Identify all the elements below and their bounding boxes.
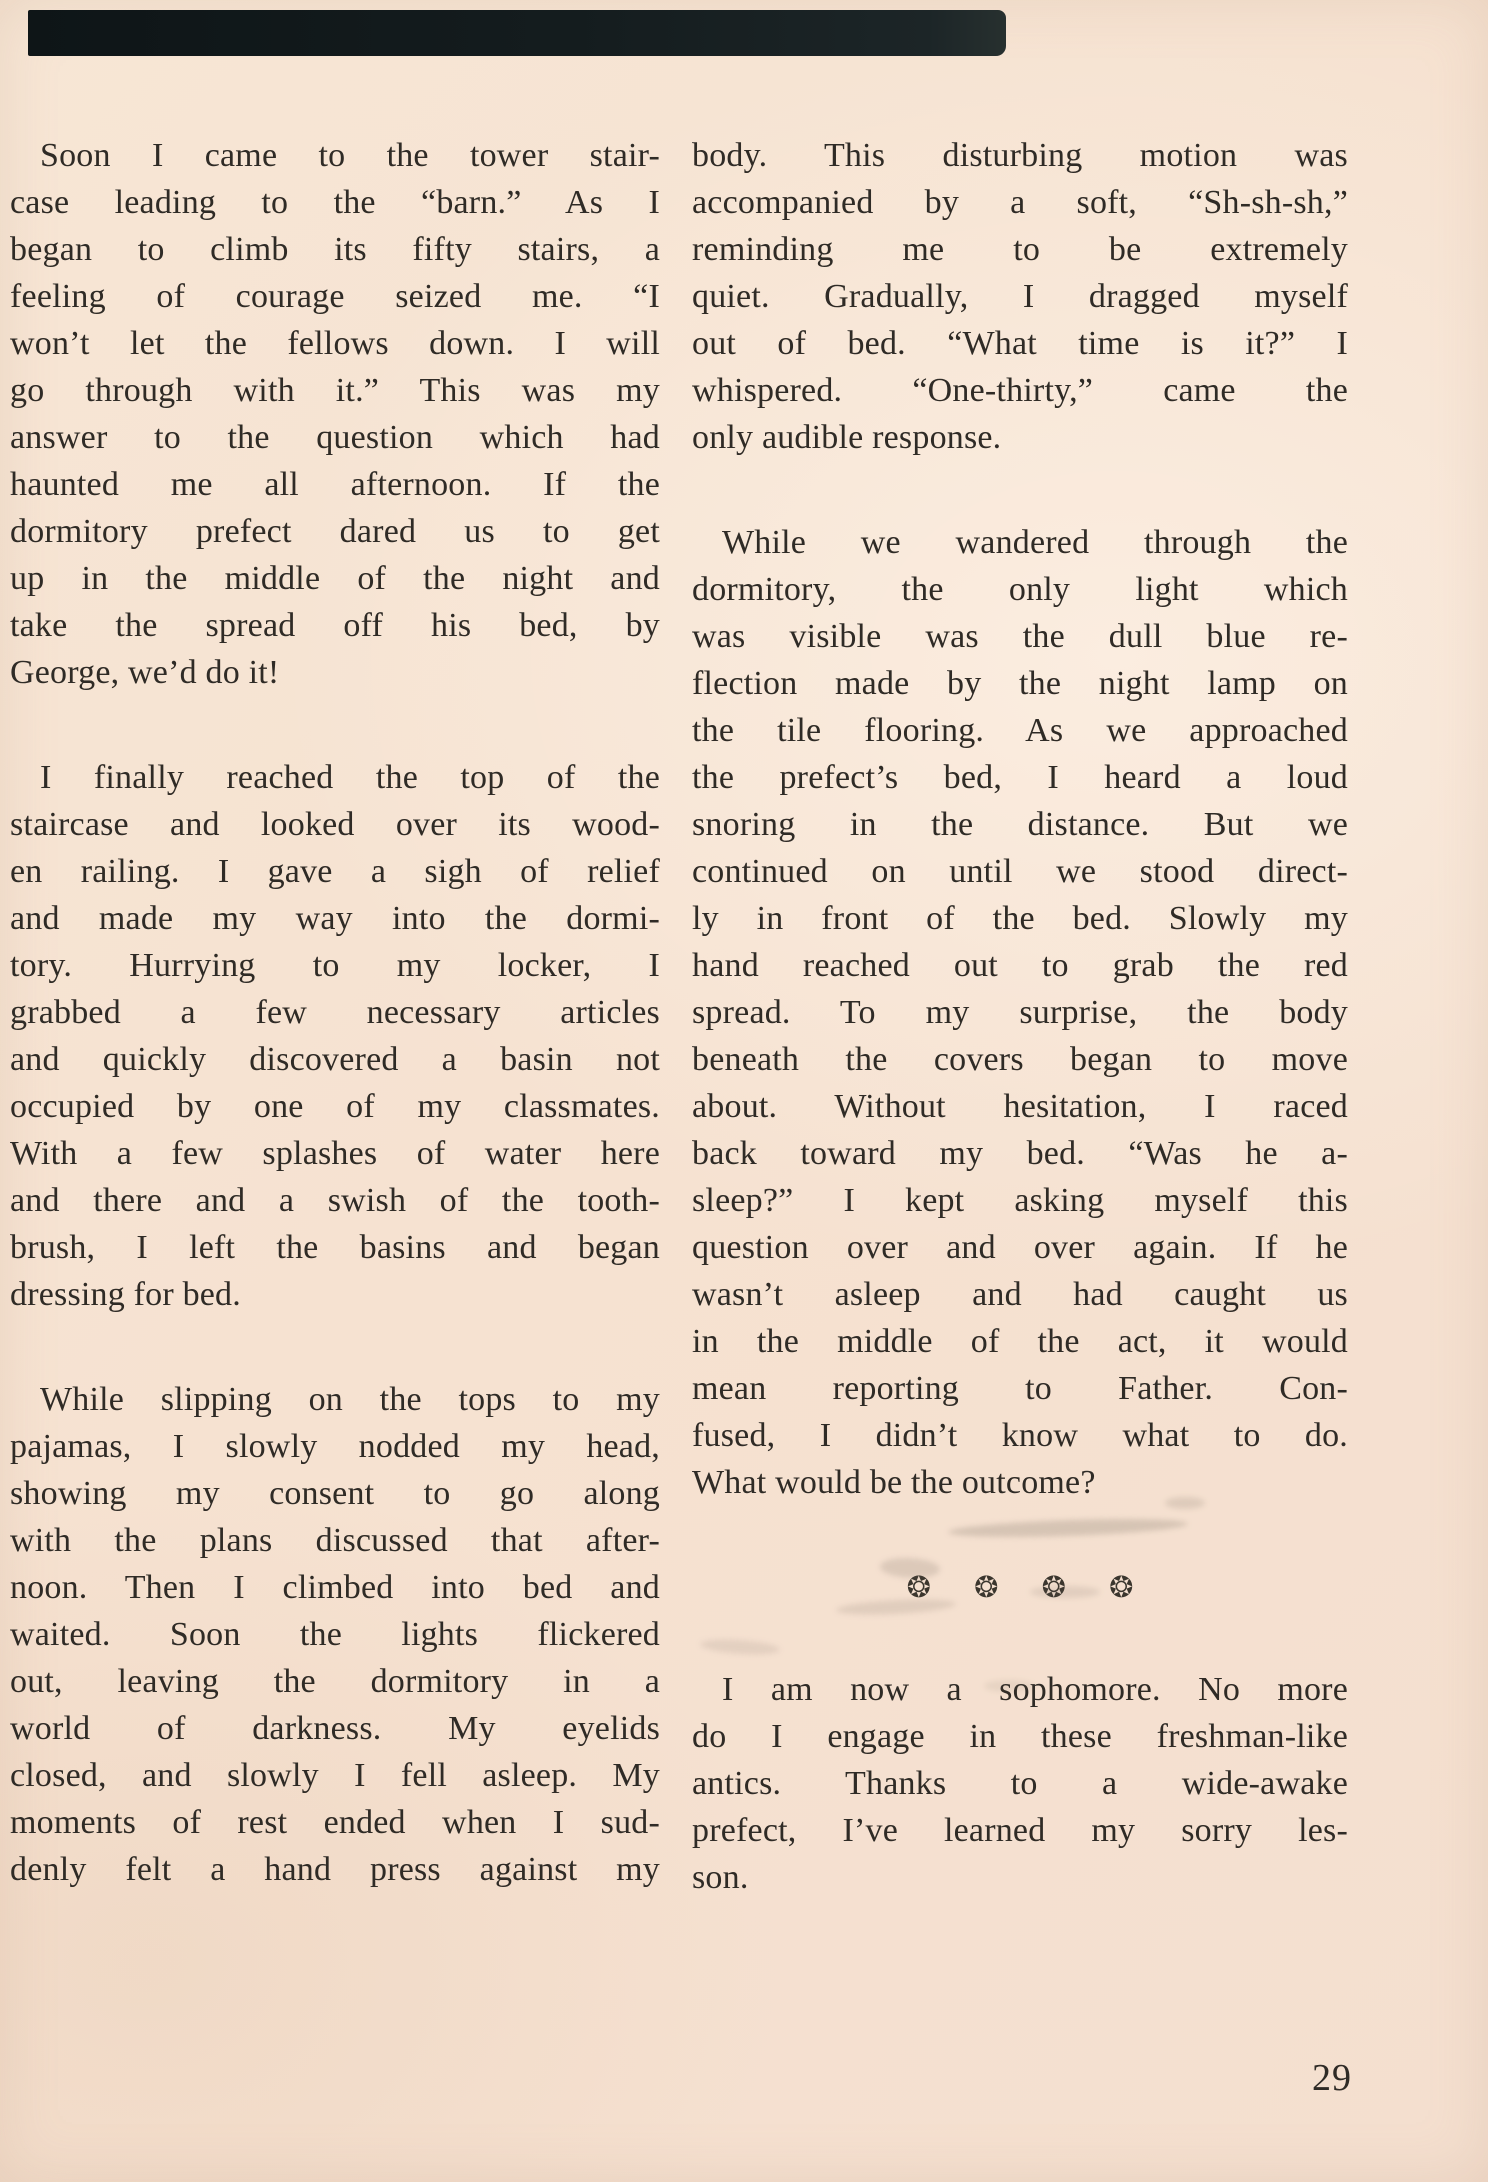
- text-line: and quickly discovered a basin not: [10, 1041, 660, 1078]
- text-line: tory. Hurrying to my locker, I: [10, 947, 660, 984]
- text-line: continued on until we stood direct-: [692, 853, 1348, 890]
- text-line: back toward my bed. “Was he a-: [692, 1135, 1348, 1172]
- text-line: out, leaving the dormitory in a: [10, 1663, 660, 1700]
- text-line: dormitory, the only light which: [692, 571, 1348, 608]
- text-line: While we wandered through the: [722, 524, 1348, 561]
- text-line: What would be the outcome?: [692, 1464, 1096, 1501]
- text-line: feeling of courage seized me. “I: [10, 278, 660, 315]
- text-line: closed, and slowly I fell asleep. My: [10, 1757, 660, 1794]
- text-line: wasn’t asleep and had caught us: [692, 1276, 1348, 1313]
- text-line: ly in front of the bed. Slowly my: [692, 900, 1348, 937]
- text-line: son.: [692, 1859, 749, 1896]
- text-line: dormitory prefect dared us to get: [10, 513, 660, 550]
- text-line: snoring in the distance. But we: [692, 806, 1348, 843]
- text-line: the tile flooring. As we approached: [692, 712, 1348, 749]
- text-line: showing my consent to go along: [10, 1475, 660, 1512]
- text-line: reminding me to be extremely: [692, 231, 1348, 268]
- text-line: moments of rest ended when I sud-: [10, 1804, 660, 1841]
- text-line: with the plans discussed that after-: [10, 1522, 660, 1559]
- text-line: beneath the covers began to move: [692, 1041, 1348, 1078]
- paragraph: [10, 754, 660, 1318]
- text-line: whispered. “One-thirty,” came the: [692, 372, 1348, 409]
- page-number: 29: [1312, 2057, 1352, 2099]
- text-line: flection made by the night lamp on: [692, 665, 1348, 702]
- text-line: about. Without hesitation, I raced: [692, 1088, 1348, 1125]
- text-line: denly felt a hand press against my: [10, 1851, 660, 1888]
- paragraph: [692, 132, 1348, 461]
- text-line: go through with it.” This was my: [10, 372, 660, 409]
- text-column-left: [10, 132, 660, 1893]
- text-line: world of darkness. My eyelids: [10, 1710, 660, 1747]
- text-line: fused, I didn’t know what to do.: [692, 1417, 1348, 1454]
- text-line: only audible response.: [692, 419, 1002, 456]
- text-line: George, we’d do it!: [10, 654, 280, 691]
- text-line: won’t let the fellows down. I will: [10, 325, 660, 362]
- text-line: Soon I came to the tower stair-: [40, 137, 660, 174]
- text-line: and there and a swish of the tooth-: [10, 1182, 660, 1219]
- text-line: occupied by one of my classmates.: [10, 1088, 660, 1125]
- text-line: up in the middle of the night and: [10, 560, 660, 597]
- text-line: hand reached out to grab the red: [692, 947, 1348, 984]
- text-line: spread. To my surprise, the body: [692, 994, 1348, 1031]
- text-line: in the middle of the act, it would: [692, 1323, 1348, 1360]
- text-line: accompanied by a soft, “Sh-sh-sh,”: [692, 184, 1348, 221]
- text-line: case leading to the “barn.” As I: [10, 184, 660, 221]
- text-line: the prefect’s bed, I heard a loud: [692, 759, 1348, 796]
- paragraph: [692, 1666, 1348, 1901]
- paragraph: [10, 132, 660, 696]
- text-line: noon. Then I climbed into bed and: [10, 1569, 660, 1606]
- text-line: While slipping on the tops to my: [40, 1381, 660, 1418]
- text-line: staircase and looked over its wood-: [10, 806, 660, 843]
- paragraph: [10, 1376, 660, 1893]
- text-line: grabbed a few necessary articles: [10, 994, 660, 1031]
- text-line: answer to the question which had: [10, 419, 660, 456]
- text-line: prefect, I’ve learned my sorry les-: [692, 1812, 1348, 1849]
- scan-artifact-bar: [28, 10, 1006, 56]
- text-line: do I engage in these freshman-like: [692, 1718, 1348, 1755]
- text-line: and made my way into the dormi-: [10, 900, 660, 937]
- text-line: began to climb its fifty stairs, a: [10, 231, 660, 268]
- text-line: question over and over again. If he: [692, 1229, 1348, 1266]
- section-separator: ❂ ❂ ❂ ❂: [906, 1570, 1134, 1604]
- text-line: antics. Thanks to a wide-awake: [692, 1765, 1348, 1802]
- text-line: waited. Soon the lights flickered: [10, 1616, 660, 1653]
- text-line: en railing. I gave a sigh of relief: [10, 853, 660, 890]
- text-line: take the spread off his bed, by: [10, 607, 660, 644]
- text-line: body. This disturbing motion was: [692, 137, 1348, 174]
- text-column-right: [692, 132, 1348, 1901]
- text-line: brush, I left the basins and began: [10, 1229, 660, 1266]
- text-line: out of bed. “What time is it?” I: [692, 325, 1348, 362]
- text-line: I finally reached the top of the: [40, 759, 660, 796]
- text-line: pajamas, I slowly nodded my head,: [10, 1428, 660, 1465]
- text-line: With a few splashes of water here: [10, 1135, 660, 1172]
- text-line: sleep?” I kept asking myself this: [692, 1182, 1348, 1219]
- text-line: was visible was the dull blue re-: [692, 618, 1348, 655]
- text-line: quiet. Gradually, I dragged myself: [692, 278, 1348, 315]
- text-line: dressing for bed.: [10, 1276, 241, 1313]
- text-line: I am now a sophomore. No more: [722, 1671, 1348, 1708]
- text-line: haunted me all afternoon. If the: [10, 466, 660, 503]
- paragraph: [692, 519, 1348, 1506]
- text-line: mean reporting to Father. Con-: [692, 1370, 1348, 1407]
